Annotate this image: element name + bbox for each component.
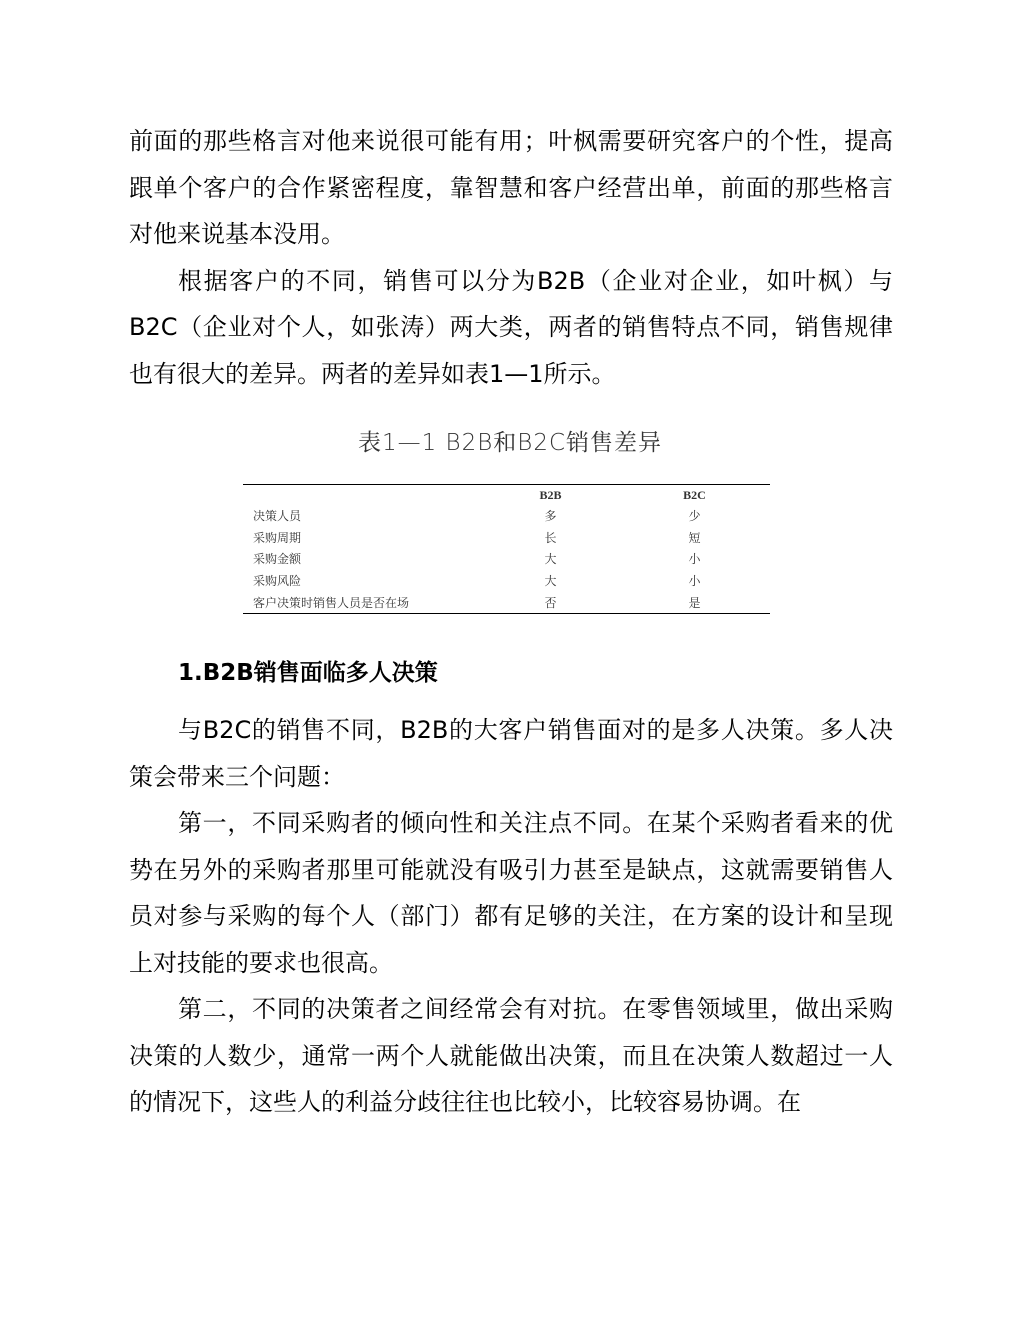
table-header-row — [243, 485, 770, 506]
table-header-cell: B2C — [683, 487, 706, 502]
table-cell: 大 — [544, 574, 557, 589]
table-cell: 多 — [544, 509, 557, 524]
body-text-bottom — [129, 707, 893, 1126]
body-text-top — [129, 118, 893, 397]
paragraph: 前面的那些格言对他来说很可能有用；叶枫需要研究客户的个性，提高跟单个客户的合作紧密程度，靠智慧和客户经营出单，前面的那些格言对他来说基本没用。 — [129, 127, 893, 248]
table-caption: 表1—1 B2B和B2C销售差异 — [357, 430, 663, 456]
paragraph: 与B2C的销售不同，B2B的大客户销售面对的是多人决策。多人决策会带来三个问题： — [129, 716, 893, 791]
table-cell: 短 — [688, 530, 701, 545]
table-cell: 否 — [544, 595, 557, 610]
table-row — [243, 505, 770, 527]
table-cell: 是 — [688, 595, 701, 610]
table-cell: 小 — [688, 552, 701, 567]
table-cell: 采购金额 — [253, 552, 302, 567]
section-heading: 1.B2B销售面临多人决策 — [178, 660, 438, 686]
table-cell: 客户决策时销售人员是否在场 — [253, 595, 410, 610]
table-cell: 少 — [688, 509, 701, 524]
paragraph: 第二，不同的决策者之间经常会有对抗。在零售领域里，做出采购决策的人数少，通常一两个人就能做出决策，而且在决策人数超过一人的情况下，这些人的利益分歧往往也比较小，比较容易协调。在 — [129, 995, 893, 1116]
paragraph: 根据客户的不同，销售可以分为B2B（企业对企业，如叶枫）与B2C（企业对个人，如张涛）两大类，两者的销售特点不同，销售规律也有很大的差异。两者的差异如表1—1所示。 — [129, 266, 893, 388]
comparison-table — [243, 484, 770, 614]
table-row — [243, 570, 770, 592]
table-cell: 大 — [544, 552, 557, 567]
table-cell: 长 — [544, 530, 557, 545]
table-cell: 采购周期 — [253, 530, 302, 545]
table-cell: 小 — [688, 574, 701, 589]
table-header-cell — [243, 485, 482, 506]
table-row — [243, 548, 770, 570]
table-row — [243, 591, 770, 613]
table-header-cell: B2B — [539, 487, 562, 502]
table-cell: 决策人员 — [253, 509, 302, 524]
table-cell: 采购风险 — [253, 574, 302, 589]
table-row — [243, 527, 770, 549]
paragraph: 第一，不同采购者的倾向性和关注点不同。在某个采购者看来的优势在另外的采购者那里可能就没有吸引力甚至是缺点，这就需要销售人员对参与采购的每个人（部门）都有足够的关注，在方案的设计和呈现上对技能的要求也很高。 — [129, 809, 893, 977]
